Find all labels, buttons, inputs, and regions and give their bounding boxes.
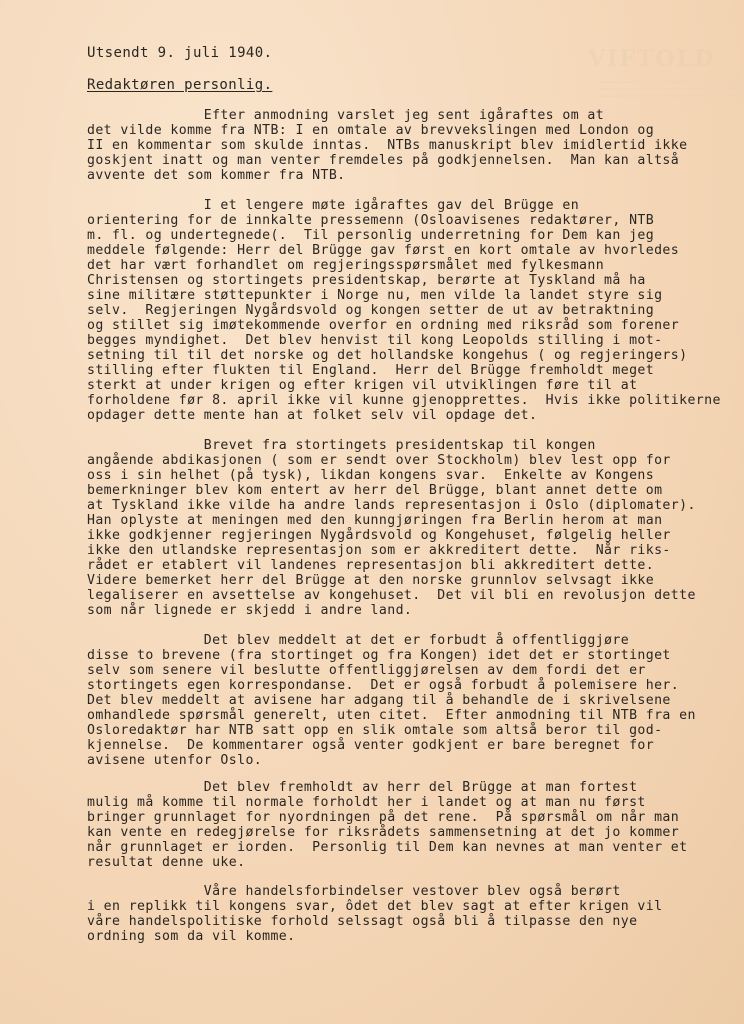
body-line: Osloredaktør har NTB satt opp en slik omtale som altså beror til god-: [87, 723, 663, 738]
body-line: Christensen og stortingets presidentskap, berørte at Tyskland må ha: [87, 273, 646, 288]
body-line: sine militære støttepunkter i Norge nu, men vilde la landet styre sig: [87, 288, 663, 303]
body-line: mulig må komme til normale forholdt her i landet og at man nu først: [87, 795, 646, 810]
body-line: at Tyskland ikke vilde ha andre lands representasjon i Oslo (diplomater).: [87, 498, 696, 513]
body-line: og stillet sig imøtekommende overfor en ordning med riksråd som forener: [87, 318, 680, 333]
body-line: når grunnlaget er iorden. Personlig til Dem kan nevnes at man venter et: [87, 840, 688, 855]
body-line: Det blev meddelt at det er forbudt å offentliggjøre: [87, 633, 630, 648]
body-line: m. fl. og undertegnede(. Til personlig underretning for Dem kan jeg: [87, 228, 655, 243]
body-line: II en kommentar som skulde inntas. NTBs manuskript blev imidlertid ikke: [87, 138, 688, 153]
body-line: kan vente en redegjørelse for riksrådets sammensetning at det jo kommer: [87, 825, 680, 840]
body-line: våre handelspolitiske forhold selssagt også bli å tilpasse den nye: [87, 914, 638, 929]
body-line: i en replikk til kongens svar, ôdet det blev sagt at efter krigen vil: [87, 899, 663, 914]
body-line: selv som senere vil beslutte offentliggjørelsen av dem fordi det er: [87, 663, 646, 678]
body-line: selv. Regjeringen Nygårdsvold og kongen setter de ut av betraktning: [87, 303, 655, 318]
body-line: bringer grunnlaget for nyordningen på det rene. På spørsmål om når man: [87, 810, 680, 825]
addressee-line: Redaktøren personlig.: [87, 77, 273, 93]
body-line: I et lengere møte igåraftes gav del Brügge en: [87, 198, 580, 213]
body-line: omhandlede spørsmål generelt, uten citet. Efter anmodning til NTB fra en: [87, 708, 696, 723]
body-line: det vilde komme fra NTB: I en omtale av brevvekslingen med London og: [87, 123, 655, 138]
body-line: Brevet fra stortingets presidentskap til kongen: [87, 438, 596, 453]
body-line: ikke den utlandske representasjon som er akkreditert dette. Når riks-: [87, 543, 671, 558]
body-line: stilling efter flukten til England. Herr del Brügge fremholdt meget: [87, 363, 655, 378]
body-line: sterkt at under krigen og efter krigen vil utviklingen føre til at: [87, 378, 638, 393]
body-line: Det blev fremholdt av herr del Brügge at man fortest: [87, 780, 638, 795]
body-line: Våre handelsforbindelser vestover blev også berørt: [87, 884, 621, 899]
body-line: Efter anmodning varslet jeg sent igåraftes om at: [87, 108, 605, 123]
letterhead-bleed-through: VIFTOLD: [588, 46, 716, 72]
body-line: kjennelse. De kommentarer også venter godkjent er bare beregnet for: [87, 738, 655, 753]
body-line: det har vært forhandlet om regjeringsspørsmålet med fylkesmann: [87, 258, 605, 273]
body-line: avisene utenfor Oslo.: [87, 753, 263, 768]
body-line: orientering for de innkalte pressemenn (Osloavisenes redaktører, NTB: [87, 213, 655, 228]
body-line: opdager dette mente han at folket selv vil opdage det.: [87, 408, 538, 423]
body-line: oss i sin helhet (på tysk), likdan kongens svar. Enkelte av Kongens: [87, 468, 655, 483]
body-line: setning til til det norske og det hollandske kongehus ( og regjeringers): [87, 348, 688, 363]
body-line: stortingets egen korrespondanse. Det er også forbudt å polemisere her.: [87, 678, 680, 693]
body-line: disse to brevene (fra stortinget og fra Kongen) idet det er stortinget: [87, 648, 671, 663]
body-line: forholdene før 8. april ikke vil kunne gjenopprettes. Hvis ikke politikerne: [87, 393, 721, 408]
body-line: resultat denne uke.: [87, 855, 246, 870]
body-line: avvente det som kommer fra NTB.: [87, 168, 346, 183]
body-line: begges myndighet. Det blev henvist til kong Leopolds stilling i mot-: [87, 333, 663, 348]
body-line: som når lignede er skjedd i andre land.: [87, 603, 413, 618]
body-line: angående abdikasjonen ( som er sendt over Stockholm) blev lest opp for: [87, 453, 671, 468]
body-line: ikke godkjenner regjeringen Nygårdsvold og Kongehuset, følgelig heller: [87, 528, 671, 543]
body-line: ordning som da vil komme.: [87, 929, 296, 944]
letterhead-bleed-lines: [600, 76, 740, 102]
body-line: meddele følgende: Herr del Brügge gav først en kort omtale av hvorledes: [87, 243, 680, 258]
body-line: Det blev meddelt at avisene har adgang til å behandle de i skrivelsene: [87, 693, 671, 708]
body-line: rådet er etablert vil landenes representasjon bli akkreditert dette.: [87, 558, 655, 573]
body-line: bemerkninger blev kom entert av herr del Brügge, blant annet dette om: [87, 483, 663, 498]
body-line: Han oplyste at meningen med den kunngjøringen fra Berlin herom at man: [87, 513, 663, 528]
body-line: goskjent inatt og man venter fremdeles på godkjennelsen. Man kan altså: [87, 153, 680, 168]
body-line: Videre bemerket herr del Brügge at den norske grunnlov selvsagt ikke: [87, 573, 655, 588]
dateline: Utsendt 9. juli 1940.: [87, 45, 273, 61]
body-line: legaliserer en avsettelse av kongehuset. Det vil bli en revolusjon dette: [87, 588, 696, 603]
